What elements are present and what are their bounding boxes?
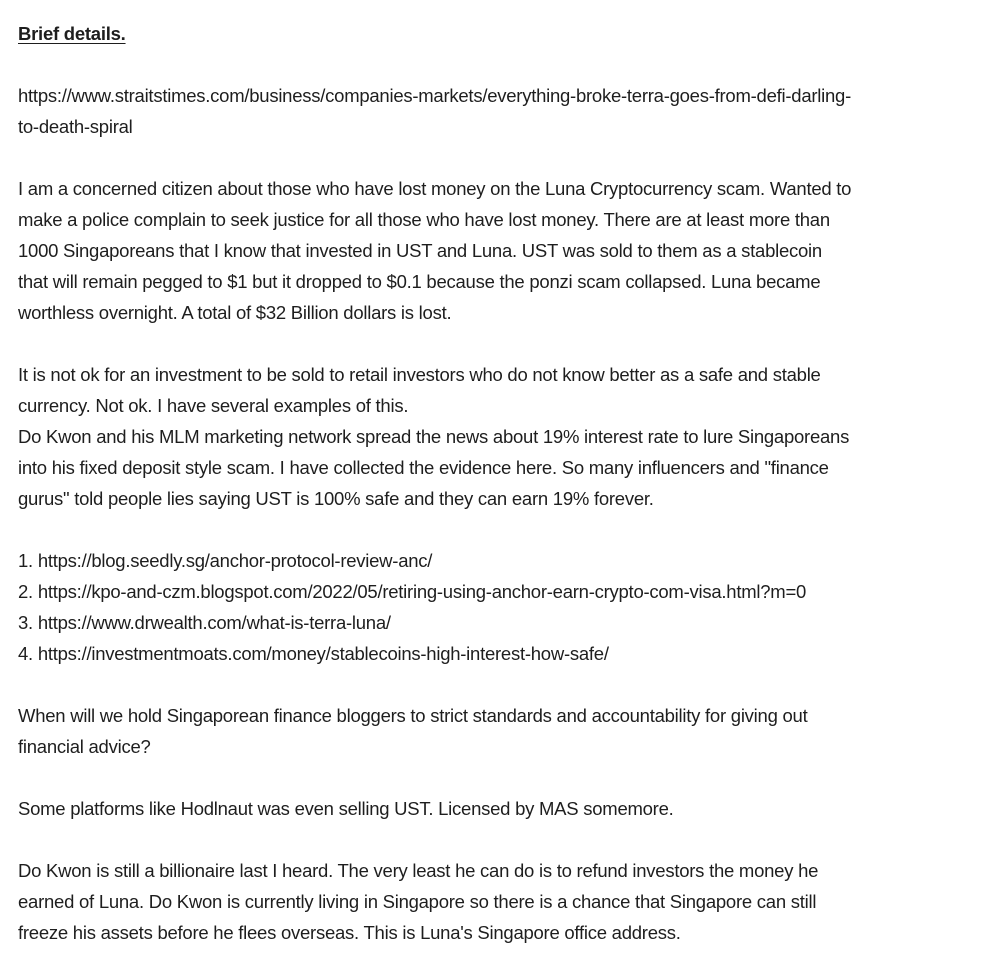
evidence-link-2[interactable]: 2. https://kpo-and-czm.blogspot.com/2022/05/retiring-using-anchor-earn-crypto-com-visa.html?m=0 [18,581,807,602]
paragraph-finance-bloggers: When will we hold Singaporean finance bloggers to strict standards and accountability for giving out financial advice? [18,705,808,757]
evidence-link-list [18,545,994,669]
source-article-link[interactable]: https://www.straitstimes.com/business/companies-markets/everything-broke-terra-goes-from-defi-darling- to-death-spiral [18,85,851,137]
evidence-link-item[interactable] [18,638,994,669]
paragraph-concern: I am a concerned citizen about those who have lost money on the Luna Cryptocurrency scam. Wanted to make a police complain to seek justice for all those who have lost money. There are at least more than 1000 Singaporeans that I know that invested in UST and Luna. UST was sold to them as a stablecoin that will remain pegged to $1 but it dropped to $0.1 because the ponzi scam collapsed. Luna became worthless overnight. A total of $32 Billion dollars is lost. [18,178,852,323]
evidence-link-item[interactable] [18,607,994,638]
evidence-link-1[interactable]: 1. https://blog.seedly.sg/anchor-protocol-review-anc/ [18,550,433,571]
document-body [18,18,994,979]
paragraph-do-kwon-mlm: Do Kwon and his MLM marketing network spread the news about 19% interest rate to lure Singaporeans into his fixed deposit style scam. I have collected the evidence here. So many influencers and "finance gurus" told people lies saying UST is 100% safe and they can earn 19% forever. [18,426,850,509]
evidence-link-3[interactable]: 3. https://www.drwealth.com/what-is-terra-luna/ [18,612,391,633]
evidence-link-item[interactable] [18,545,994,576]
paragraph-hodlnaut: Some platforms like Hodlnaut was even selling UST. Licensed by MAS somemore. [18,798,674,819]
evidence-link-4[interactable]: 4. https://investmentmoats.com/money/stablecoins-high-interest-how-safe/ [18,643,609,664]
evidence-link-item[interactable] [18,576,994,607]
paragraph-not-ok: It is not ok for an investment to be sold to retail investors who do not know better as a safe and stable currency. Not ok. I have several examples of this. [18,364,821,416]
paragraph-refund-request: Do Kwon is still a billionaire last I heard. The very least he can do is to refund investors the money he earned of Luna. Do Kwon is currently living in Singapore so there is a chance that Singapore can still freeze his assets before he flees overseas. This is Luna's Singapore office address. [18,860,819,943]
document-heading: Brief details. [18,23,126,44]
